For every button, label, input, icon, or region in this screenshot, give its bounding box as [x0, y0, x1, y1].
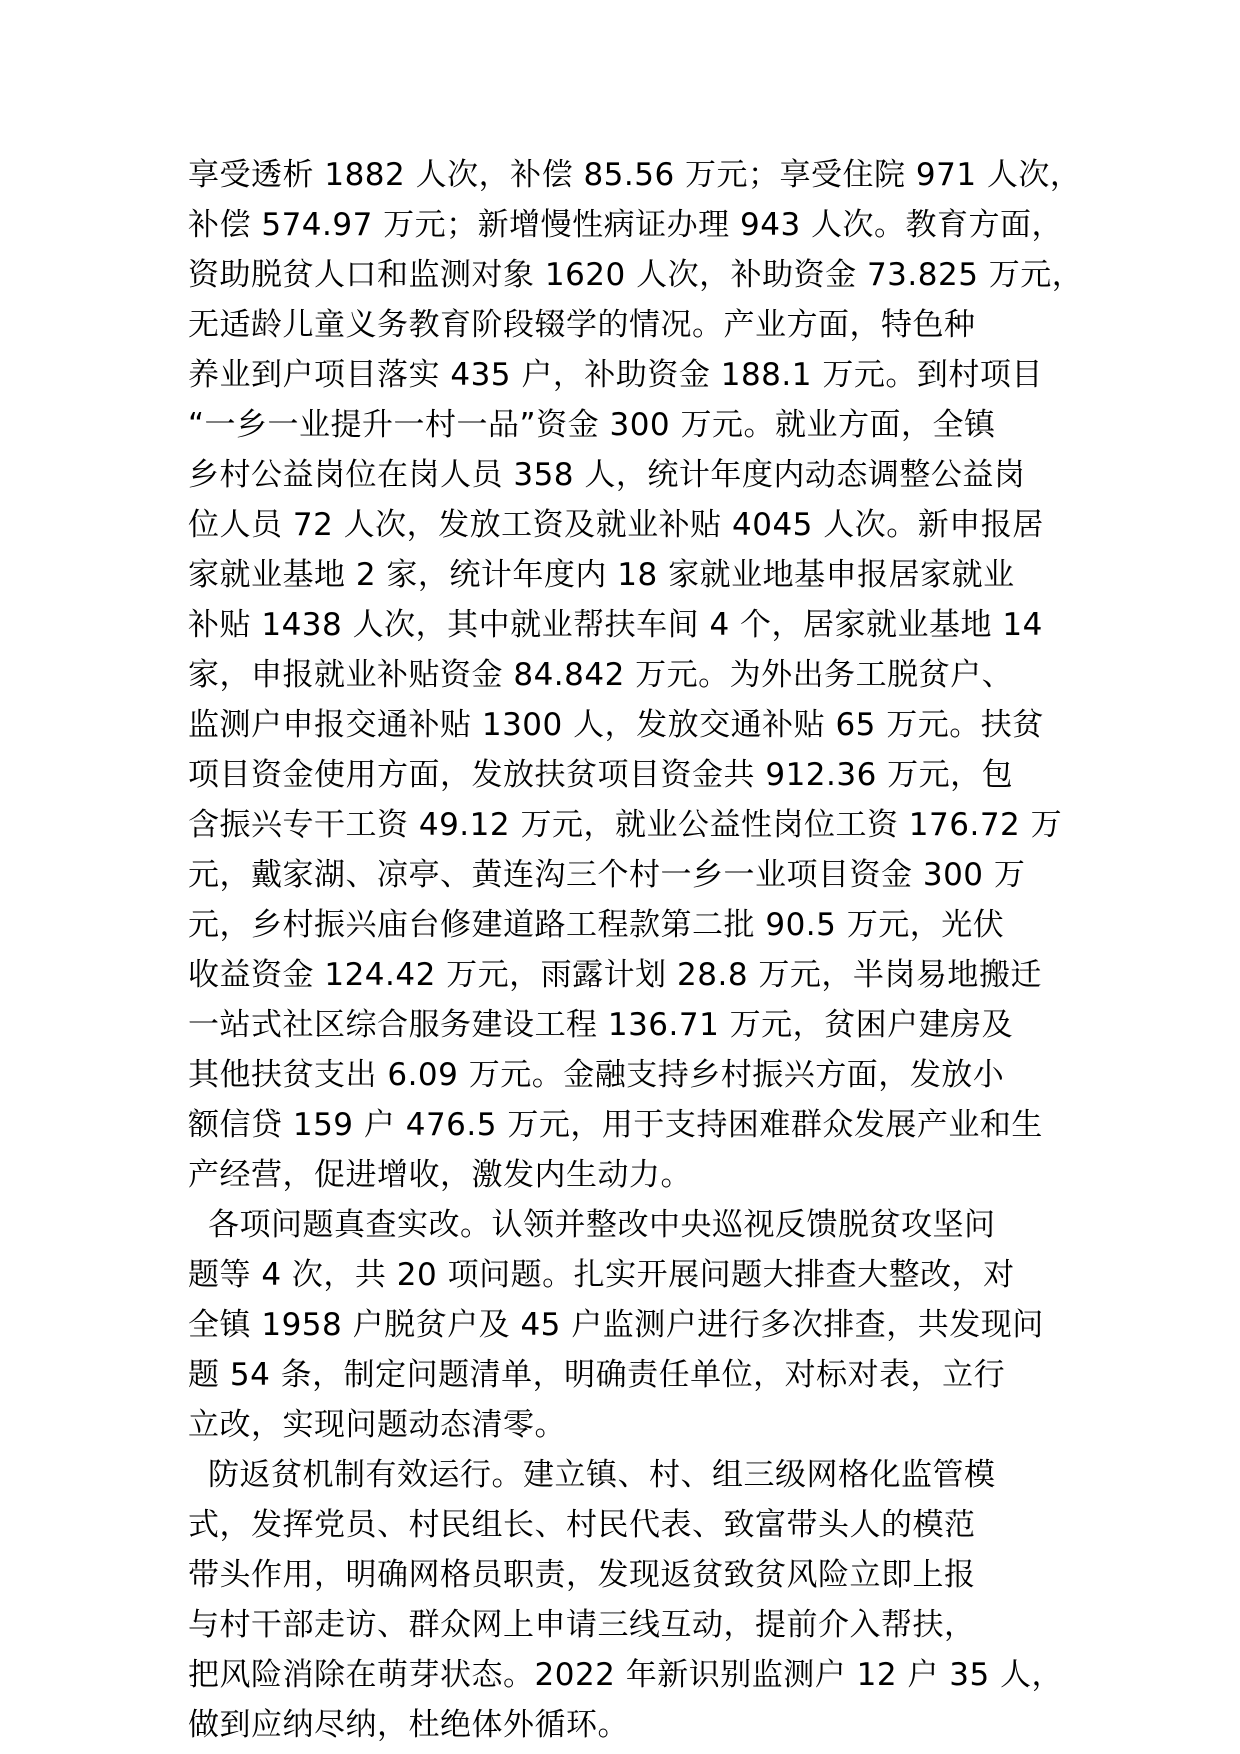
text-line: 收益资金 124.42 万元，雨露计划 28.8 万元，半岗易地搬迁 [188, 957, 1042, 993]
text-line: 题等 4 次，共 20 项问题。扎实开展问题大排查大整改，对 [188, 1257, 1015, 1293]
text-line: 家，申报就业补贴资金 84.842 万元。为外出务工脱贫户、 [188, 657, 1014, 693]
paragraph-start-line: 各项问题真查实改。认领并整改中央巡视反馈脱贫攻坚问 [208, 1207, 996, 1243]
text-line: 含振兴专干工资 49.12 万元，就业公益性岗位工资 176.72 万 [188, 807, 1063, 843]
text-line: 元，戴家湖、凉亭、黄连沟三个村一乡一业项目资金 300 万 [188, 857, 1026, 893]
text-line: 额信贷 159 户 476.5 万元，用于支持困难群众发展产业和生 [188, 1107, 1043, 1143]
text-line: 乡村公益岗位在岗人员 358 人，统计年度内动态调整公益岗 [188, 457, 1026, 493]
text-line: 带头作用，明确网格员职责，发现返贫致贫风险立即上报 [188, 1557, 976, 1593]
text-line: 位人员 72 人次，发放工资及就业补贴 4045 人次。新申报居 [188, 507, 1044, 543]
text-line: 把风险消除在萌芽状态。2022 年新识别监测户 12 户 35 人， [188, 1657, 1064, 1693]
paragraph-start-line: 防返贫机制有效运行。建立镇、村、组三级网格化监管模 [208, 1457, 996, 1493]
text-line: 做到应纳尽纳，杜绝体外循环。 [188, 1707, 629, 1743]
text-line: 补偿 574.97 万元；新增慢性病证办理 943 人次。教育方面， [188, 207, 1064, 243]
text-line: 式，发挥党员、村民组长、村民代表、致富带头人的模范 [188, 1507, 976, 1543]
text-line: “一乡一业提升一村一品”资金 300 万元。就业方面，全镇 [188, 407, 996, 443]
text-line: 无适龄儿童义务教育阶段辍学的情况。产业方面，特色种 [188, 307, 976, 343]
text-line: 题 54 条，制定问题清单，明确责任单位，对标对表，立行 [188, 1357, 1006, 1393]
text-line: 家就业基地 2 家，统计年度内 18 家就业地基申报居家就业 [188, 557, 1015, 593]
text-line: 补贴 1438 人次，其中就业帮扶车间 4 个，居家就业基地 14 [188, 607, 1043, 643]
text-line: 项目资金使用方面，发放扶贫项目资金共 912.36 万元，包 [188, 757, 1014, 793]
text-line: 其他扶贫支出 6.09 万元。金融支持乡村振兴方面，发放小 [188, 1057, 1005, 1093]
document-body [188, 150, 1084, 1750]
text-line: 立改，实现问题动态清零。 [188, 1407, 566, 1443]
text-line: 养业到户项目落实 435 户，补助资金 188.1 万元。到村项目 [188, 357, 1043, 393]
text-line: 监测户申报交通补贴 1300 人，发放交通补贴 65 万元。扶贫 [188, 707, 1044, 743]
text-line: 与村干部走访、群众网上申请三线互动，提前介入帮扶， [188, 1607, 976, 1643]
text-line: 产经营，促进增收，激发内生动力。 [188, 1157, 692, 1193]
text-line: 资助脱贫人口和监测对象 1620 人次，补助资金 73.825 万元， [188, 257, 1084, 293]
text-line: 全镇 1958 户脱贫户及 45 户监测户进行多次排查，共发现问 [188, 1307, 1044, 1343]
text-line: 享受透析 1882 人次，补偿 85.56 万元；享受住院 971 人次， [188, 157, 1082, 193]
text-line: 元，乡村振兴庙台修建道路工程款第二批 90.5 万元，光伏 [188, 907, 1005, 943]
text-line: 一站式社区综合服务建设工程 136.71 万元，贫困户建房及 [188, 1007, 1014, 1043]
